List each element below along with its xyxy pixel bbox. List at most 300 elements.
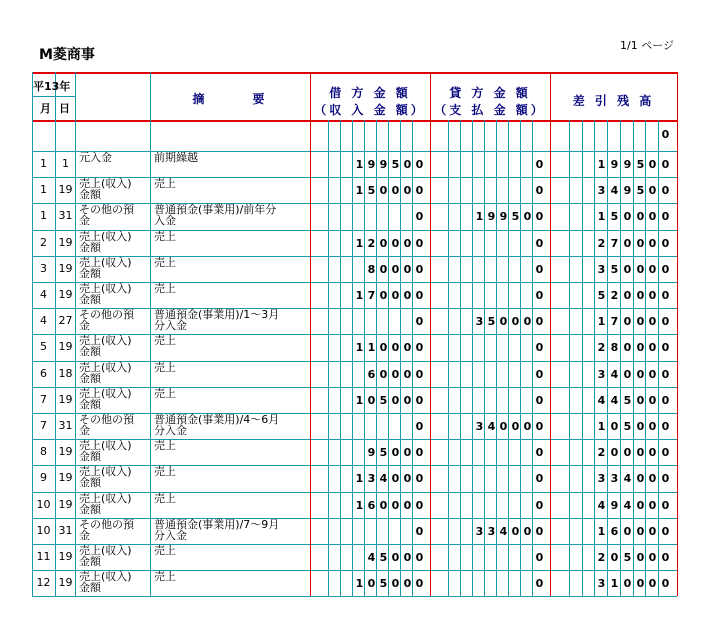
row-credit: 0 [535, 236, 544, 250]
row-balance: 0 [623, 341, 632, 355]
row-balance: 2 [597, 341, 606, 355]
row-debit: 0 [391, 184, 400, 198]
row-credit: 0 [535, 393, 544, 407]
row-balance: 0 [648, 498, 657, 512]
row-debit: 0 [391, 393, 400, 407]
row-debit: 0 [403, 184, 412, 198]
row-account: 金額 [79, 450, 101, 464]
row-balance: 4 [623, 498, 632, 512]
row-credit: 0 [511, 420, 520, 433]
row-day: 19 [58, 471, 73, 485]
row-debit: 4 [379, 472, 388, 486]
row-balance: 7 [610, 236, 619, 250]
row-balance: 0 [648, 210, 657, 224]
row-day: 1 [62, 157, 69, 170]
row-balance: 6 [610, 524, 619, 538]
row-account: 金 [79, 528, 90, 542]
row-description: 分入金 [154, 528, 187, 542]
digit-rule [340, 120, 341, 596]
row-balance: 0 [648, 315, 657, 329]
row-debit: 0 [403, 551, 412, 564]
row-balance: 4 [597, 498, 606, 512]
row-month: 12 [36, 576, 51, 590]
row-balance: 0 [636, 472, 645, 486]
row-balance: 3 [597, 472, 606, 486]
row-balance: 5 [623, 551, 632, 564]
row-balance: 0 [648, 577, 657, 591]
row-balance: 4 [610, 393, 619, 407]
row-day: 19 [58, 183, 73, 197]
row-rule [32, 151, 677, 152]
row-balance: 1 [610, 577, 619, 591]
row-balance: 0 [661, 393, 670, 407]
row-description: 分入金 [154, 424, 187, 437]
row-debit: 0 [403, 262, 412, 276]
column-rule [150, 72, 151, 596]
row-account: 売上(収入) [79, 177, 132, 191]
row-day: 19 [58, 288, 73, 301]
row-balance: 0 [623, 289, 632, 302]
row-debit: 5 [391, 158, 400, 171]
row-account: 売上(収入) [79, 282, 132, 295]
row-month: 1 [40, 183, 47, 197]
row-balance: 0 [648, 289, 657, 302]
row-credit: 0 [535, 289, 544, 302]
row-description: 普通預金(事業用)/4～6月 [154, 413, 280, 426]
row-debit: 0 [403, 158, 412, 171]
row-debit: 3 [367, 472, 376, 486]
row-balance: 0 [661, 446, 670, 460]
row-day: 19 [58, 340, 73, 354]
row-debit: 0 [391, 262, 400, 276]
row-credit: 0 [535, 577, 544, 591]
header-credit-sub: （支 払 金 額） [434, 103, 546, 117]
row-account: 売上(収入) [79, 491, 132, 505]
digit-rule [448, 120, 449, 596]
row-balance: 0 [661, 420, 670, 433]
row-month: 1 [40, 157, 47, 170]
row-balance: 3 [597, 262, 606, 276]
row-credit: 0 [535, 472, 544, 486]
row-account: 金額 [79, 502, 101, 516]
row-description: 売上 [154, 439, 176, 453]
row-balance: 0 [661, 341, 670, 355]
row-account: 売上(収入) [79, 386, 132, 400]
row-description: 売上 [154, 177, 176, 191]
row-account: 金額 [79, 397, 101, 411]
row-balance: 0 [648, 420, 657, 433]
row-balance: 0 [661, 551, 670, 564]
row-day: 31 [58, 209, 73, 223]
row-day: 27 [58, 314, 73, 328]
row-credit: 5 [511, 210, 520, 224]
row-balance: 0 [623, 315, 632, 329]
row-account: 金額 [79, 581, 101, 595]
row-description: 入金 [154, 214, 176, 228]
row-debit: 0 [415, 367, 424, 381]
digit-rule [582, 120, 583, 596]
row-account: 金額 [79, 266, 101, 280]
row-debit: 0 [379, 236, 388, 250]
row-debit: 0 [391, 472, 400, 486]
row-account: 金額 [79, 345, 101, 359]
column-rule [75, 72, 76, 596]
row-balance: 0 [636, 393, 645, 407]
row-balance: 1 [597, 315, 606, 329]
row-credit: 0 [535, 524, 544, 538]
row-debit: 0 [415, 184, 424, 198]
row-balance: 0 [648, 367, 657, 381]
row-account: 元入金 [79, 151, 112, 164]
row-credit: 1 [475, 210, 484, 224]
row-credit: 3 [475, 420, 484, 433]
digit-rule [328, 120, 329, 596]
row-balance: 0 [648, 236, 657, 250]
row-debit: 5 [379, 577, 388, 591]
row-debit: 0 [415, 551, 424, 564]
row-balance: 0 [623, 446, 632, 460]
row-balance: 0 [636, 236, 645, 250]
row-debit: 0 [403, 498, 412, 512]
digit-rule [352, 120, 353, 596]
row-debit: 1 [355, 472, 364, 486]
row-debit: 1 [355, 393, 364, 407]
opening-balance: 0 [661, 128, 670, 141]
row-month: 1 [40, 209, 47, 223]
row-debit: 9 [367, 446, 376, 460]
row-debit: 0 [391, 341, 400, 355]
row-balance: 0 [661, 289, 670, 302]
row-account: 金 [79, 214, 90, 228]
row-account: その他の預 [79, 203, 134, 217]
row-account: 金額 [79, 188, 101, 202]
row-debit: 0 [415, 289, 424, 302]
row-description: 売上 [154, 491, 176, 505]
row-credit: 0 [535, 498, 544, 512]
row-balance: 0 [636, 262, 645, 276]
row-debit: 0 [403, 472, 412, 486]
row-debit: 1 [355, 184, 364, 198]
row-balance: 4 [623, 472, 632, 486]
row-credit: 9 [487, 210, 496, 224]
row-balance: 0 [661, 367, 670, 381]
row-debit: 0 [391, 551, 400, 564]
row-credit: 0 [523, 420, 532, 433]
row-debit: 7 [367, 289, 376, 302]
row-account: 金額 [79, 476, 101, 490]
row-credit: 0 [535, 367, 544, 381]
row-balance: 0 [648, 262, 657, 276]
row-balance: 0 [636, 524, 645, 538]
row-balance: 0 [648, 524, 657, 538]
row-balance: 0 [636, 446, 645, 460]
row-balance: 5 [597, 289, 606, 302]
row-balance: 0 [623, 367, 632, 381]
row-debit: 0 [415, 341, 424, 355]
row-credit: 0 [499, 315, 508, 329]
column-rule [32, 72, 33, 596]
row-balance: 9 [610, 158, 619, 171]
row-account: 金額 [79, 293, 101, 306]
row-credit: 0 [535, 210, 544, 224]
row-balance: 1 [597, 210, 606, 224]
row-month: 4 [40, 314, 47, 328]
row-debit: 0 [415, 420, 424, 433]
row-debit: 0 [415, 315, 424, 329]
row-balance: 0 [648, 393, 657, 407]
row-balance: 0 [661, 577, 670, 591]
row-debit: 0 [403, 341, 412, 355]
row-debit: 0 [379, 341, 388, 355]
row-balance: 2 [597, 446, 606, 460]
row-month: 7 [40, 392, 47, 406]
header-debit-sub: （収 入 金 額） [314, 103, 426, 117]
row-day: 19 [58, 497, 73, 511]
row-balance: 0 [648, 158, 657, 171]
row-debit: 0 [367, 577, 376, 591]
row-day: 19 [58, 550, 73, 563]
row-debit: 1 [355, 236, 364, 250]
row-balance: 3 [610, 472, 619, 486]
row-credit: 0 [535, 184, 544, 198]
row-balance: 2 [597, 551, 606, 564]
row-account: 金 [79, 319, 90, 333]
row-description: 普通預金(事業用)/前年分 [154, 203, 277, 217]
digit-rule [460, 120, 461, 596]
row-rule [32, 596, 677, 597]
row-debit: 0 [391, 577, 400, 591]
row-balance: 0 [623, 210, 632, 224]
row-debit: 0 [403, 446, 412, 460]
row-balance: 0 [623, 577, 632, 591]
row-debit: 0 [391, 289, 400, 302]
row-account: 売上(収入) [79, 570, 132, 584]
row-debit: 5 [379, 551, 388, 564]
row-balance: 0 [610, 420, 619, 433]
row-month: 11 [36, 550, 51, 563]
row-month: 2 [40, 235, 47, 249]
row-balance: 5 [636, 158, 645, 171]
row-description: 売上 [154, 544, 176, 557]
row-debit: 0 [379, 498, 388, 512]
row-debit: 0 [391, 367, 400, 381]
row-balance: 0 [636, 210, 645, 224]
row-debit: 0 [391, 236, 400, 250]
row-debit: 0 [415, 498, 424, 512]
row-debit: 0 [415, 577, 424, 591]
row-debit: 0 [391, 498, 400, 512]
row-balance: 0 [648, 472, 657, 486]
row-debit: 1 [355, 577, 364, 591]
row-debit: 4 [367, 551, 376, 564]
row-day: 19 [58, 235, 73, 249]
row-description: 売上 [154, 282, 176, 295]
row-description: 売上 [154, 334, 176, 348]
row-account: 金額 [79, 240, 101, 254]
row-debit: 0 [379, 289, 388, 302]
row-month: 4 [40, 288, 47, 301]
row-balance: 0 [623, 236, 632, 250]
header-era: 平13年 [33, 80, 71, 93]
row-balance: 9 [623, 158, 632, 171]
row-balance: 0 [661, 498, 670, 512]
row-day: 19 [58, 576, 73, 590]
row-description: 売上 [154, 465, 176, 479]
row-credit: 0 [523, 210, 532, 224]
row-credit: 9 [499, 210, 508, 224]
row-debit: 1 [355, 498, 364, 512]
row-credit: 3 [487, 524, 496, 538]
row-debit: 1 [367, 341, 376, 355]
row-debit: 0 [415, 446, 424, 460]
row-balance: 0 [610, 446, 619, 460]
row-debit: 0 [403, 289, 412, 302]
row-credit: 4 [499, 524, 508, 538]
digit-rule [633, 120, 634, 596]
row-balance: 0 [623, 524, 632, 538]
row-balance: 0 [636, 551, 645, 564]
row-debit: 1 [355, 158, 364, 171]
row-debit: 0 [415, 393, 424, 407]
row-balance: 0 [661, 184, 670, 198]
row-credit: 0 [523, 524, 532, 538]
row-month: 3 [40, 261, 47, 275]
row-description: 普通預金(事業用)/7～9月 [154, 517, 280, 531]
row-month: 6 [40, 366, 47, 380]
digit-rule [607, 120, 608, 596]
row-credit: 0 [535, 446, 544, 460]
row-account: 売上(収入) [79, 229, 132, 243]
row-credit: 0 [535, 341, 544, 355]
row-balance: 4 [610, 367, 619, 381]
digit-rule [620, 120, 621, 596]
row-balance: 0 [636, 577, 645, 591]
row-account: 売上(収入) [79, 544, 132, 557]
row-debit: 6 [367, 367, 376, 381]
header-day: 日 [59, 102, 70, 115]
row-credit: 3 [475, 315, 484, 329]
row-debit: 8 [367, 262, 376, 276]
row-debit: 0 [415, 524, 424, 538]
header-credit: 貸 方 金 額 [449, 86, 531, 100]
date-header-divider [32, 96, 75, 97]
header-month: 月 [40, 102, 51, 115]
header-summary: 摘 要 [192, 92, 268, 106]
row-balance: 0 [636, 420, 645, 433]
row-balance: 2 [597, 236, 606, 250]
row-debit: 0 [415, 158, 424, 171]
row-balance: 5 [636, 184, 645, 198]
row-account: その他の預 [79, 308, 134, 322]
digit-rule [594, 120, 595, 596]
row-debit: 6 [367, 498, 376, 512]
row-month: 10 [36, 497, 51, 511]
row-debit: 9 [367, 158, 376, 171]
row-balance: 3 [597, 577, 606, 591]
row-description: 売上 [154, 255, 176, 269]
row-account: 売上(収入) [79, 360, 132, 374]
row-description: 売上 [154, 360, 176, 374]
row-credit: 0 [535, 420, 544, 433]
row-balance: 5 [623, 420, 632, 433]
amount-column-rule [310, 72, 311, 596]
row-debit: 0 [403, 236, 412, 250]
row-month: 8 [40, 445, 47, 459]
row-month: 10 [36, 523, 51, 537]
header-bottom-rule [32, 120, 677, 122]
row-debit: 0 [367, 393, 376, 407]
row-account: 売上(収入) [79, 334, 132, 348]
row-description: 普通預金(事業用)/1～3月 [154, 308, 280, 322]
row-description: 前期繰越 [154, 151, 198, 164]
row-account: 金額 [79, 371, 101, 385]
header-debit: 借 方 金 額 [329, 86, 411, 100]
row-balance: 0 [661, 210, 670, 224]
row-balance: 9 [623, 184, 632, 198]
digit-rule [472, 120, 473, 596]
row-description: 売上 [154, 570, 176, 584]
row-balance: 0 [661, 472, 670, 486]
row-balance: 0 [623, 262, 632, 276]
row-account: 金額 [79, 555, 101, 568]
row-account: 売上(収入) [79, 439, 132, 453]
row-account: 売上(収入) [79, 465, 132, 479]
row-credit: 0 [499, 420, 508, 433]
row-credit: 0 [511, 524, 520, 538]
row-balance: 9 [610, 498, 619, 512]
row-day: 31 [58, 419, 73, 432]
row-account: 売上(収入) [79, 255, 132, 269]
row-balance: 1 [597, 420, 606, 433]
column-rule [55, 72, 56, 596]
row-balance: 0 [661, 262, 670, 276]
row-day: 18 [58, 366, 73, 380]
row-balance: 0 [636, 498, 645, 512]
row-month: 7 [40, 419, 47, 432]
row-credit: 0 [535, 158, 544, 171]
row-balance: 4 [610, 184, 619, 198]
row-balance: 0 [610, 551, 619, 564]
row-balance: 5 [610, 262, 619, 276]
header-balance: 差 引 残 高 [572, 94, 655, 108]
row-description: 売上 [154, 386, 176, 400]
row-debit: 0 [415, 472, 424, 486]
row-balance: 7 [610, 315, 619, 329]
row-balance: 5 [623, 393, 632, 407]
row-balance: 5 [610, 210, 619, 224]
row-debit: 5 [367, 184, 376, 198]
row-account: その他の預 [79, 517, 134, 531]
amount-column-rule [550, 72, 551, 596]
digit-rule [658, 120, 659, 596]
row-balance: 0 [648, 184, 657, 198]
row-balance: 1 [597, 524, 606, 538]
row-credit: 0 [523, 315, 532, 329]
row-day: 19 [58, 261, 73, 275]
row-credit: 3 [475, 524, 484, 538]
row-day: 31 [58, 523, 73, 537]
row-balance: 1 [597, 158, 606, 171]
row-balance: 0 [661, 524, 670, 538]
row-debit: 0 [403, 367, 412, 381]
row-balance: 0 [648, 551, 657, 564]
row-account: その他の預 [79, 413, 134, 426]
row-debit: 1 [355, 289, 364, 302]
row-debit: 2 [367, 236, 376, 250]
row-debit: 0 [403, 393, 412, 407]
row-balance: 3 [597, 184, 606, 198]
row-debit: 1 [355, 341, 364, 355]
